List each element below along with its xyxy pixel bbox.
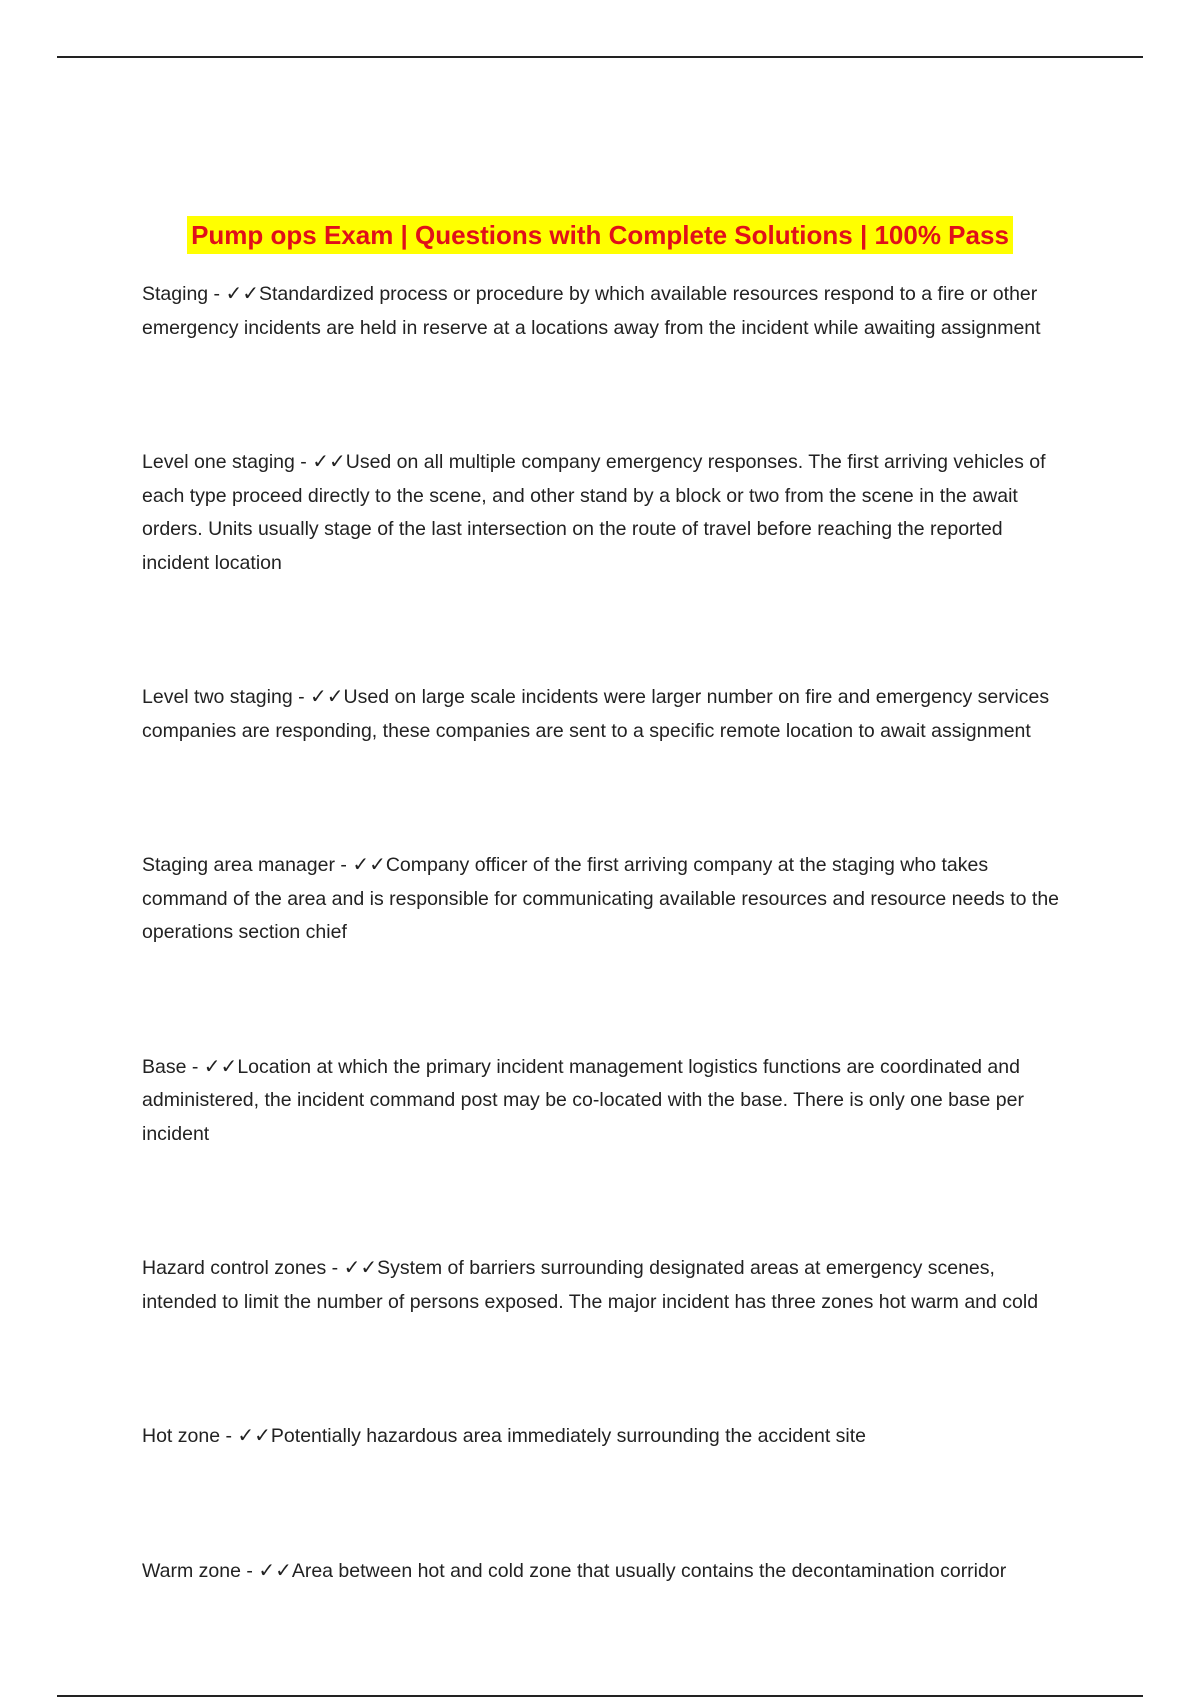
entry-term: Hot zone <box>142 1425 221 1447</box>
entry-level-two-staging <box>142 680 1062 748</box>
entry-definition: Used on large scale incidents were larger number on fire and emergency services companies are responding, these companies are sent to a specific remote location to await assignment <box>142 686 1050 742</box>
double-check-icon: ✓✓ <box>352 852 386 876</box>
entry-term: Staging <box>142 283 209 305</box>
entry-definition: System of barriers surrounding designated areas at emergency scenes, intended to limit the number of persons exposed. The major incident has three zones hot warm and cold <box>142 1257 1039 1313</box>
document-title: Pump ops Exam | Questions with Complete Solutions | 100% Pass <box>187 216 1013 254</box>
entry-staging-area-manager <box>142 848 1062 950</box>
entry-separator: - <box>334 854 353 876</box>
top-rule <box>57 56 1143 58</box>
title-container <box>0 216 1200 254</box>
entry-term: Level one staging <box>142 451 295 473</box>
double-check-icon: ✓✓ <box>343 1255 378 1279</box>
entry-definition: Company officer of the first arriving company at the staging who takes command of the area and is responsible for communicating available resources and resource needs to the operations section chief <box>142 854 1060 943</box>
entry-base <box>142 1050 1062 1152</box>
entry-separator: - <box>220 1425 238 1447</box>
entry-separator: - <box>326 1257 344 1279</box>
entry-definition: Standardized process or procedure by which available resources respond to a fire or other emergency incidents are held in reserve at a locations away from the incident while awaiting assignment <box>142 283 1041 339</box>
entry-term: Hazard control zones <box>142 1257 327 1279</box>
entry-separator: - <box>186 1055 204 1078</box>
bottom-rule <box>57 1695 1143 1697</box>
entry-staging <box>142 277 1062 345</box>
entries-list <box>142 277 1062 1688</box>
double-check-icon: ✓✓ <box>310 684 344 708</box>
double-check-icon: ✓✓ <box>203 1053 238 1078</box>
entry-separator: - <box>208 283 226 305</box>
entry-term: Staging area manager <box>142 854 335 876</box>
entry-definition: Potentially hazardous area immediately surrounding the accident site <box>270 1425 867 1447</box>
entry-term: Warm zone <box>142 1559 241 1582</box>
entry-hazard-control-zones <box>142 1251 1062 1319</box>
entry-definition: Location at which the primary incident management logistics functions are coordinated and administered, the incident command post may be co-located with the base. There is only one base per incident <box>142 1055 1024 1145</box>
double-check-icon: ✓✓ <box>225 281 259 305</box>
entry-separator: - <box>292 686 311 708</box>
entry-definition: Used on all multiple company emergency responses. The first arriving vehicles of each type proceed directly to the scene, and other stand by a block or two from the scene in the await orders. Units usually stage of the last intersection on the route of travel before reaching the reported incident location <box>142 451 1046 574</box>
double-check-icon: ✓✓ <box>237 1423 271 1447</box>
double-check-icon: ✓✓ <box>258 1557 292 1582</box>
entry-definition: Area between hot and cold zone that usually contains the decontamination corridor <box>291 1559 1007 1582</box>
entry-separator: - <box>294 451 313 473</box>
entry-separator: - <box>240 1559 259 1582</box>
entry-term: Level two staging <box>142 686 293 708</box>
entry-level-one-staging <box>142 445 1062 580</box>
entry-hot-zone <box>142 1419 1062 1454</box>
entry-warm-zone <box>142 1554 1062 1589</box>
double-check-icon: ✓✓ <box>312 449 346 473</box>
entry-term: Base <box>142 1055 187 1078</box>
